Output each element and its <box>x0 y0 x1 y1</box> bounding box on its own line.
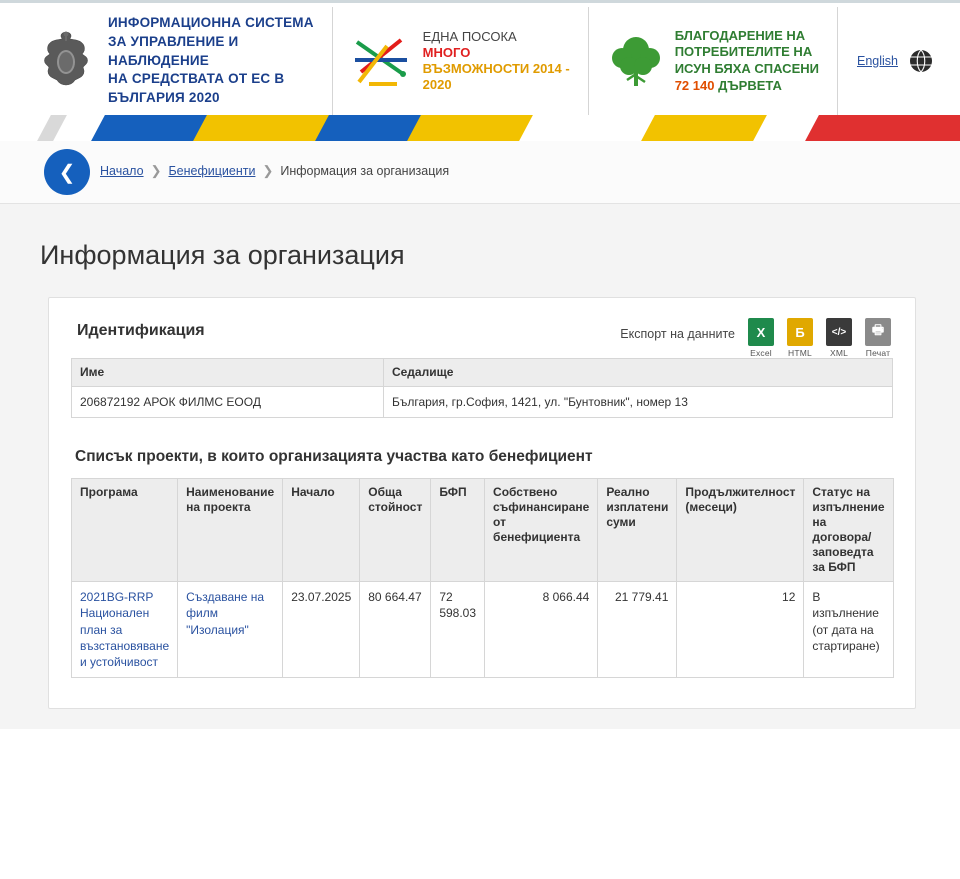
export-xml-caption: XML <box>829 348 849 358</box>
projects-header-row <box>72 479 894 582</box>
export-excel-caption: Excel <box>750 348 772 358</box>
tree-icon <box>607 30 665 92</box>
eu-one-direction-icon <box>351 30 413 92</box>
language-link-english[interactable]: English <box>857 54 898 68</box>
projects-col-total: Обща стойност <box>360 479 431 582</box>
export-html-button[interactable] <box>785 318 815 358</box>
coat-of-arms-icon <box>38 29 94 93</box>
project-cofinancing-cell: 8 066.44 <box>485 582 598 678</box>
projects-col-cofinancing: Собствено съфинансиране от бенефициента <box>485 479 598 582</box>
identification-header-row <box>72 359 893 387</box>
back-button[interactable] <box>44 149 90 195</box>
excel-icon: X <box>748 318 774 346</box>
identification-table <box>71 358 893 418</box>
tree-slogan-line-3: ИСУН БЯХА СПАСЕНИ <box>674 61 819 76</box>
back-chevron-icon: ❮ <box>58 161 76 184</box>
breadcrumb-item-beneficiaries[interactable]: Бенефициенти <box>168 164 256 178</box>
project-duration-cell: 12 <box>677 582 804 678</box>
main-content <box>0 204 960 729</box>
footer-space <box>0 729 960 879</box>
breadcrumb-separator-1: ❯ <box>150 163 162 178</box>
project-program-cell <box>72 582 178 678</box>
projects-col-program: Програма <box>72 479 178 582</box>
page-title: Информация за организация <box>40 240 405 270</box>
organization-name: 206872192 АРОК ФИЛМС ЕООД <box>72 387 384 418</box>
project-program-link[interactable]: 2021BG-RRP Национален план за възстановяване и устойчивост <box>80 590 170 669</box>
tree-saved-count: 72 140 <box>674 77 715 93</box>
print-button[interactable] <box>863 318 893 358</box>
eu-slogan-line-2: МНОГО <box>422 44 471 60</box>
print-caption: Печат <box>865 348 891 358</box>
export-xml-button[interactable] <box>824 318 854 358</box>
eu-slogan-line-1: ЕДНА ПОСОКА <box>422 28 517 44</box>
projects-col-project-name: Наименование на проекта <box>178 479 283 582</box>
tree-slogan-line-2: ПОТРЕБИТЕЛИТЕ НА <box>674 44 813 60</box>
projects-table <box>71 478 894 678</box>
system-title-line-3: НАБЛЮДЕНИЕ <box>108 52 210 68</box>
eu-slogan-line-4: 2020 <box>422 77 452 93</box>
project-name-link[interactable]: Създаване на филм "Изолация" <box>186 590 265 637</box>
breadcrumb-item-current: Информация за организация <box>280 164 450 178</box>
table-row <box>72 582 894 678</box>
header-brand-block <box>20 7 333 115</box>
identification-col-name: Име <box>72 359 384 387</box>
header-tree-block <box>589 7 838 115</box>
project-start-cell: 23.07.2025 <box>283 582 360 678</box>
projects-col-duration: Продължителност (месеци) <box>677 479 804 582</box>
identification-title: Идентификация <box>77 322 205 339</box>
projects-col-bfp: БФП <box>431 479 485 582</box>
header-eu-block <box>333 7 589 115</box>
printer-icon: 🖶 <box>865 318 891 346</box>
html-icon: Б <box>787 318 813 346</box>
table-row <box>72 387 893 418</box>
organization-address: България, гр.София, 1421, ул. "Бунтовник", номер 13 <box>383 387 892 418</box>
breadcrumb-separator-2: ❯ <box>262 163 274 178</box>
system-title-line-5: БЪЛГАРИЯ 2020 <box>108 89 220 105</box>
project-bfp-cell: 72 598.03 <box>431 582 485 678</box>
projects-col-start: Начало <box>283 479 360 582</box>
system-title <box>108 14 314 107</box>
project-paid-cell: 21 779.41 <box>598 582 677 678</box>
tree-saved-unit: ДЪРВЕТА <box>718 77 782 93</box>
projects-col-paid: Реално изплатени суми <box>598 479 677 582</box>
language-switcher[interactable] <box>857 7 960 115</box>
identification-col-address: Седалище <box>383 359 892 387</box>
project-name-cell <box>178 582 283 678</box>
tree-slogan <box>675 28 819 95</box>
xml-icon: </> <box>826 318 852 346</box>
eu-slogan-line-3: ВЪЗМОЖНОСТИ 2014 - <box>422 61 570 76</box>
project-status-cell: В изпълнение (от дата на стартиране) <box>804 582 893 678</box>
breadcrumb <box>100 163 449 179</box>
organization-card <box>48 297 916 709</box>
site-header <box>0 7 960 115</box>
export-excel-button[interactable] <box>746 318 776 358</box>
breadcrumb-bar <box>0 141 960 204</box>
globe-icon[interactable] <box>908 48 934 74</box>
eu-slogan <box>423 29 570 94</box>
system-title-line-1: ИНФОРМАЦИОННА СИСТЕМА <box>108 15 314 31</box>
export-toolbar <box>620 318 893 358</box>
export-label: Експорт на данните <box>620 327 735 341</box>
breadcrumb-item-home[interactable]: Начало <box>100 164 144 178</box>
color-ribbon <box>0 115 960 141</box>
top-divider <box>0 0 960 7</box>
export-html-caption: HTML <box>788 348 812 358</box>
tree-slogan-line-1: БЛАГОДАРЕНИЕ НА <box>674 27 806 43</box>
project-total-cell: 80 664.47 <box>360 582 431 678</box>
identification-header <box>71 318 893 358</box>
system-title-line-4: НА СРЕДСТВАТА ОТ ЕС В <box>108 71 285 87</box>
projects-title: Списък проекти, в които организацията участва като бенефициент <box>75 448 593 466</box>
system-title-line-2: ЗА УПРАВЛЕНИЕ И <box>108 34 239 50</box>
projects-col-status: Статус на изпълнение на договора/заповедта за БФП <box>804 479 893 582</box>
